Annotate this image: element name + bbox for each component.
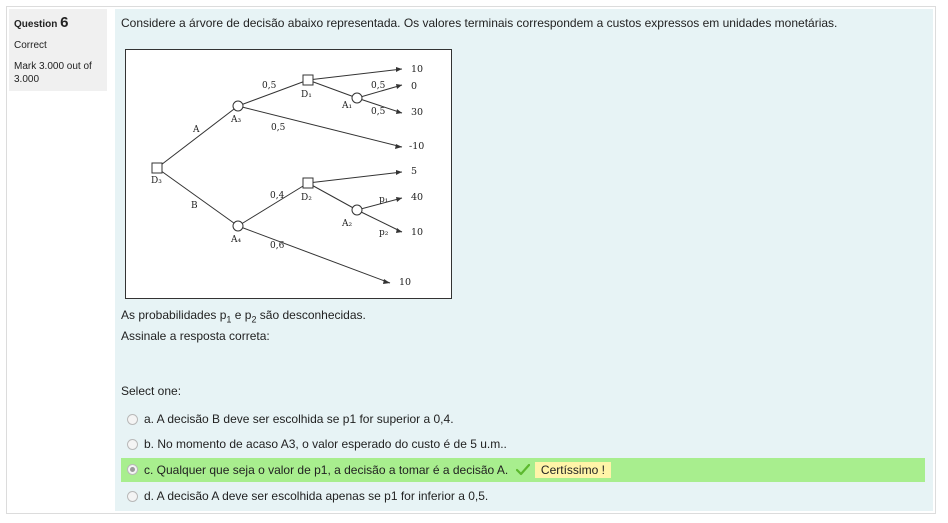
answer-option-b-text: b. No momento de acaso A3, o valor esperado do custo é de 5 u.m.. <box>144 437 507 451</box>
answer-option-d-text: d. A decisão A deve ser escolhida apenas se p1 for inferior a 0,5. <box>144 489 489 503</box>
label-a1: A₁ <box>342 101 353 111</box>
label-prob-a4-up: 0,4 <box>270 191 285 201</box>
label-a3: A₃ <box>231 115 242 125</box>
question-state: Correct <box>14 40 47 51</box>
feedback-badge: Certíssimo ! <box>535 462 611 478</box>
select-one-label: Select one: <box>121 384 182 398</box>
decision-node-d1 <box>303 75 313 85</box>
answer-option-c-text: c. Qualquer que seja o valor de p1, a decisão a tomar é a decisão A. <box>144 463 509 477</box>
label-p1: p₁ <box>379 195 389 205</box>
instruction-text: Assinale a resposta correta: <box>121 329 270 343</box>
label-prob-a3-down: 0,5 <box>271 123 286 133</box>
terminal-30: 30 <box>411 107 424 118</box>
label-branch-b: B <box>191 201 198 211</box>
terminal-minus10: -10 <box>409 141 425 152</box>
chance-node-a1 <box>352 93 362 103</box>
chance-node-a4 <box>233 221 243 231</box>
answer-option-a[interactable] <box>121 408 925 432</box>
label-prob-a3-up: 0,5 <box>262 81 277 91</box>
label-d2: D₂ <box>301 193 312 203</box>
probabilities-note: As probabilidades $p_1$ e $p_2$ são desconhecidas. <box>121 308 366 325</box>
terminal-40: 40 <box>411 192 424 203</box>
label-p2: p₂ <box>379 228 389 238</box>
label-prob-a4-down: 0,6 <box>270 241 285 251</box>
question-content <box>115 9 933 511</box>
radio-d[interactable] <box>127 491 138 502</box>
label-prob-a1-up: 0,5 <box>371 81 386 91</box>
terminal-0: 0 <box>411 81 418 92</box>
label-d1: D₁ <box>301 90 312 100</box>
answer-option-c[interactable] <box>121 458 925 482</box>
answer-option-b[interactable] <box>121 433 925 457</box>
label-prob-a1-down: 0,5 <box>371 107 386 117</box>
question-info-panel <box>9 9 107 91</box>
answer-option-a-text: a. A decisão B deve ser escolhida se p1 for superior a 0,4. <box>144 412 454 426</box>
check-icon <box>516 464 530 476</box>
decision-node-d3 <box>152 163 162 173</box>
chance-node-a3 <box>233 101 243 111</box>
radio-a[interactable] <box>127 414 138 425</box>
label-branch-a: A <box>193 125 200 135</box>
terminal-5: 5 <box>411 166 418 177</box>
question-container <box>6 6 936 514</box>
terminal-10-bottom: 10 <box>399 277 412 288</box>
label-d3: D₃ <box>151 176 162 186</box>
decision-tree-image <box>125 49 452 299</box>
label-a2: A₂ <box>342 219 353 229</box>
terminal-10-mid: 10 <box>411 227 424 238</box>
question-grade: Mark 3.000 out of 3.000 <box>14 61 92 85</box>
radio-c[interactable] <box>127 464 138 475</box>
chance-node-a2 <box>352 205 362 215</box>
decision-node-d2 <box>303 178 313 188</box>
label-a4: A₄ <box>231 235 242 245</box>
question-text: Considere a árvore de decisão abaixo representada. Os valores terminais correspondem a custos expressos em unidades monetárias. <box>121 16 838 30</box>
answer-option-d[interactable] <box>121 485 925 509</box>
decision-tree-diagram <box>126 50 453 300</box>
terminal-10-top: 10 <box>411 64 424 75</box>
radio-b[interactable] <box>127 439 138 450</box>
answer-option-c-content <box>144 462 611 478</box>
question-number: Question 6 <box>14 14 69 31</box>
